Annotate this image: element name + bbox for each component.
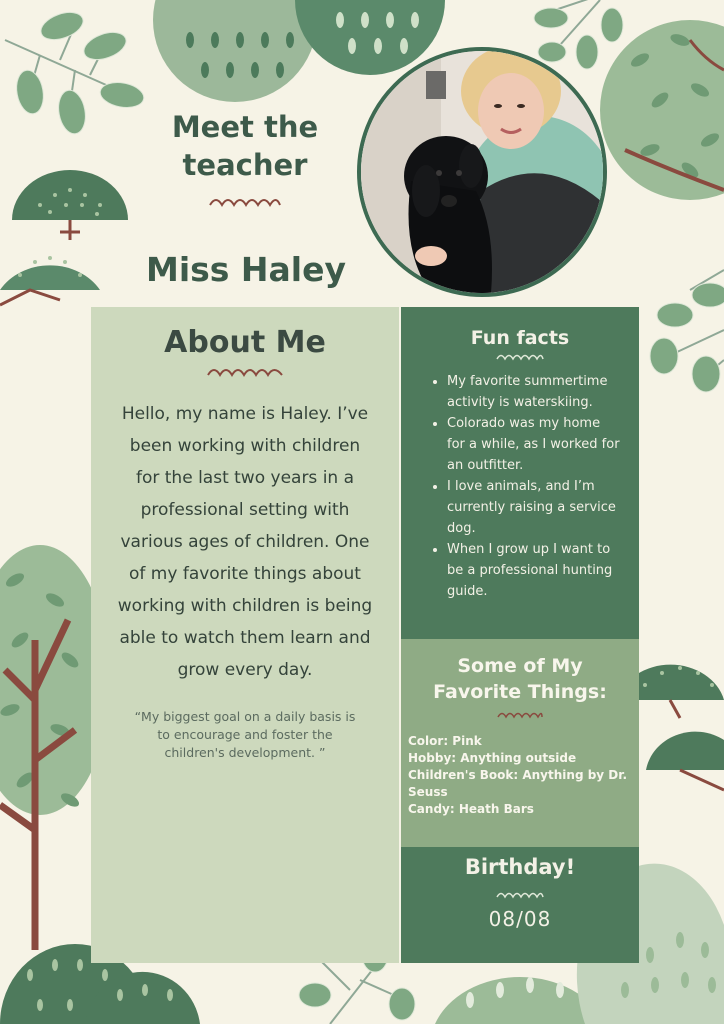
squiggle-divider-icon	[496, 709, 544, 719]
squiggle-divider-icon	[495, 351, 545, 361]
squiggle-divider-icon	[206, 364, 284, 378]
birthday-date: 08/08	[488, 907, 552, 931]
favorite-things-heading-line2: Favorite Things:	[433, 681, 607, 703]
list-item: Hobby: Anything outside	[408, 751, 577, 765]
squiggle-divider-icon	[495, 889, 545, 899]
fun-facts-list	[401, 371, 639, 602]
list-item: • Colorado was my home for a while, as I worked for an outfitter.	[447, 413, 621, 476]
title-block	[120, 108, 370, 208]
list-item: Candy: Heath Bars	[408, 802, 534, 816]
teacher-name: Miss Haley	[145, 250, 346, 289]
favorite-things-heading	[401, 653, 639, 705]
teacher-photo	[357, 47, 607, 297]
about-me-text: Hello, my name is Haley. I’ve been working with children for the last two years in a professional setting with various ages of children. One of my favorite things about working with children is being able to watch them learn and grow every day.	[117, 404, 373, 680]
fun-facts-heading: Fun facts	[470, 327, 570, 349]
about-me-heading: About Me	[164, 325, 326, 360]
favorite-things-heading-line1: Some of My	[457, 655, 583, 677]
favorite-things-panel	[401, 639, 639, 847]
meet-the-teacher-line2: teacher	[182, 148, 308, 182]
squiggle-divider-icon	[208, 194, 282, 208]
goal-quote: “My biggest goal on a daily basis is to encourage and foster the children's development. ”	[134, 709, 356, 760]
list-item: • I love animals, and I’m currently raising a service dog.	[447, 476, 621, 539]
list-item: Color: Pink	[408, 734, 482, 748]
list-item: • When I grow up I want to be a professional hunting guide.	[447, 539, 621, 602]
about-me-panel	[91, 307, 399, 963]
fun-facts-panel	[401, 307, 639, 639]
birthday-panel	[401, 847, 639, 963]
birthday-heading: Birthday!	[464, 855, 576, 879]
favorite-things-list	[408, 733, 639, 818]
list-item: • My favorite summertime activity is waterskiing.	[447, 371, 621, 413]
meet-the-teacher-line1: Meet the	[171, 110, 319, 144]
list-item: Children's Book: Anything by Dr. Seuss	[408, 768, 628, 799]
